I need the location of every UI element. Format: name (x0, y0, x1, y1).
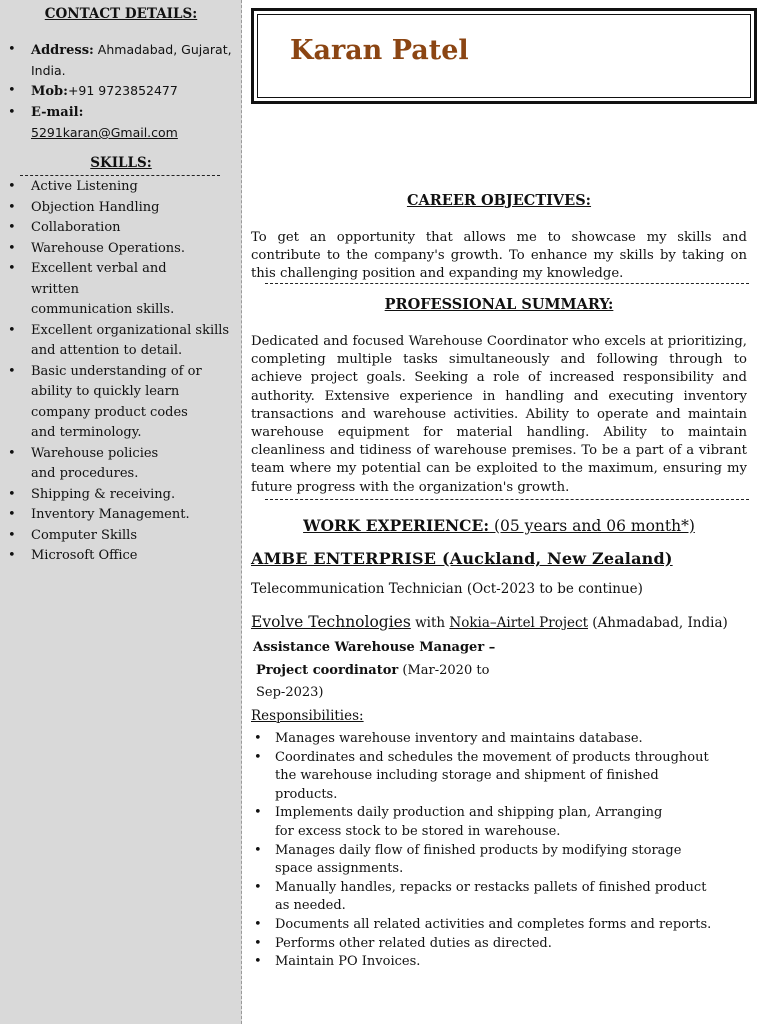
sidebar (0, 0, 242, 1024)
skills-heading: SKILLS: (90, 155, 152, 171)
responsibility-item: • Performs other related duties as directed. (251, 935, 721, 954)
role-telecom-technician: Telecommunication Technician (Oct-2023 to be continue) (251, 581, 643, 597)
responsibility-item: • Maintain PO Invoices. (251, 953, 721, 972)
responsibility-item: • Manages warehouse inventory and maintains database. (251, 730, 721, 749)
email-label: E-mail: (31, 104, 84, 120)
career-objectives-heading: CAREER OBJECTIVES: (406, 192, 592, 209)
career-divider (265, 283, 749, 284)
email-link[interactable]: 5291karan@Gmail.com (31, 125, 178, 140)
skill-item: • Basic understanding of or ability to quickly learn company product codes and terminology. (0, 362, 232, 444)
skill-item: • Shipping & receiving. (0, 485, 232, 506)
skill-item: • Warehouse policies and procedures. (0, 444, 232, 485)
role-warehouse-manager (251, 637, 495, 705)
company-ambe: AMBE ENTERPRISE (Auckland, New Zealand) (251, 549, 673, 568)
work-experience-duration: (05 years and 06 month*) (489, 517, 695, 535)
role2-title-line2: Project coordinator (256, 662, 399, 678)
company-evolve-name: Evolve Technologies (251, 613, 411, 631)
responsibility-item: • Implements daily production and shipping plan, Arranging for excess stock to be stored in warehouse. (251, 804, 721, 841)
skill-item: • Collaboration (0, 218, 232, 239)
skill-item: • Microsoft Office (0, 546, 232, 567)
responsibilities-list (251, 730, 721, 972)
contact-address (0, 40, 232, 81)
company-evolve-with: with (410, 615, 450, 631)
company-evolve-project: Nokia–Airtel Project (449, 615, 588, 631)
mob-label: Mob: (31, 84, 68, 99)
role2-dates-line1: (Mar-2020 to (398, 662, 490, 678)
responsibilities-label: Responsibilities: (251, 708, 364, 724)
skills-list (0, 177, 232, 567)
skills-divider (20, 175, 220, 176)
summary-divider (265, 499, 749, 500)
skill-item: • Warehouse Operations. (0, 239, 232, 260)
skill-item: • Excellent verbal and written communication skills. (0, 259, 232, 321)
contact-list (0, 40, 232, 145)
role2-dates-line2: Sep-2023) (256, 685, 324, 700)
contact-heading: CONTACT DETAILS: (44, 6, 198, 22)
skill-item: • Excellent organizational skills and attention to detail. (0, 321, 232, 362)
role2-title-line1: Assistance Warehouse Manager – (253, 640, 496, 655)
address-value: Ahmadabad, Gujarat, India. (31, 42, 232, 78)
company-evolve-location: (Ahmadabad, India) (588, 615, 728, 631)
professional-summary-text: Dedicated and focused Warehouse Coordinator who excels at prioritizing, completing multiple tasks simultaneously and following through to achieve project goals. Seeking a role of increased responsibility and authority. Extensive experience in handling and executing inventory transactions and warehouse activities. Ability to operate and maintain warehouse equipment for material handling. Ability to maintain cleanliness and tidiness of warehouse premises. To be a part of a vibrant team where my potential can be exploited to the maximum, ensuring my future progress with the organization's growth. (251, 334, 747, 495)
responsibility-item: • Manually handles, repacks or restacks pallets of finished product as needed. (251, 879, 721, 916)
work-experience-label: WORK EXPERIENCE: (303, 516, 490, 535)
skill-item: • Objection Handling (0, 198, 232, 219)
skill-item: • Active Listening (0, 177, 232, 198)
skill-item: • Computer Skills (0, 526, 232, 547)
candidate-name: Karan Patel (290, 35, 469, 66)
career-objectives-text: To get an opportunity that allows me to showcase my skills and contribute to the company's growth. To enhance my skills by taking on this challenging position and expanding my knowledge. (251, 230, 747, 282)
professional-summary-heading: PROFESSIONAL SUMMARY: (384, 296, 614, 313)
responsibility-item: • Documents all related activities and completes forms and reports. (251, 916, 721, 935)
contact-email (0, 103, 232, 145)
work-experience-heading (251, 516, 747, 535)
company-evolve (251, 613, 761, 631)
name-header (251, 8, 757, 104)
contact-mob (0, 81, 232, 103)
mob-value: +91 9723852477 (67, 83, 178, 98)
responsibility-item: • Manages daily flow of finished products by modifying storage space assignments. (251, 842, 721, 879)
responsibility-item: • Coordinates and schedules the movement of products throughout the warehouse including storage and shipment of finished products. (251, 749, 721, 805)
address-label: Address: (31, 43, 94, 58)
skill-item: • Inventory Management. (0, 505, 232, 526)
